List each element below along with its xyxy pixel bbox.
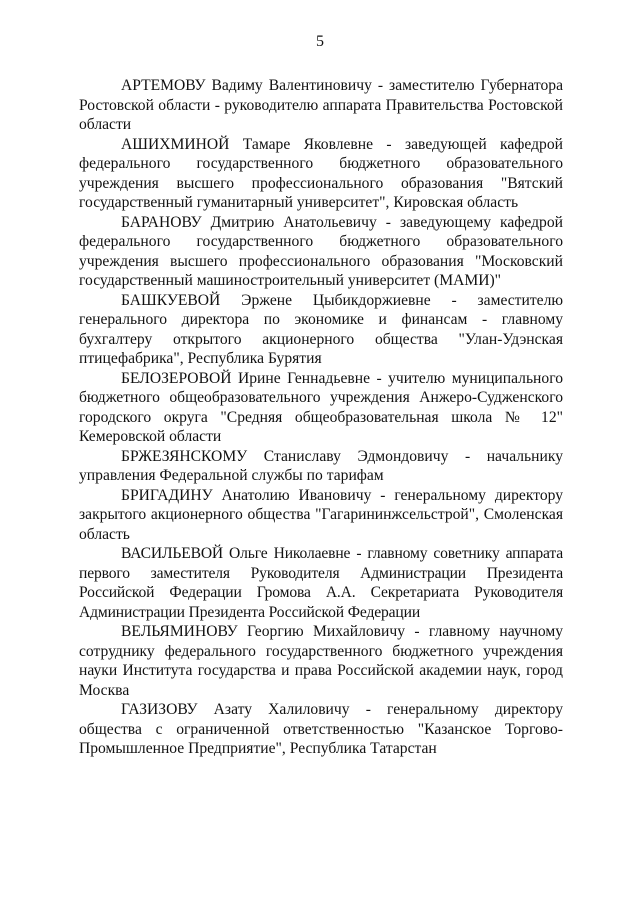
list-entry-baranov: БАРАНОВУ Дмитрию Анатольевичу - заведующему кафедрой федерального государственного бюджетного образовательного учреждения высшего профессионального образования "Московский государственный машиностроительный университет (МАМИ)" <box>79 213 563 289</box>
list-entry-velyaminov: ВЕЛЬЯМИНОВУ Георгию Михайловичу - главному научному сотруднику федерального государственного бюджетного учреждения науки Института государства и права Российской академии наук, город Москва <box>79 623 563 699</box>
list-entry-brzhezyansky: БРЖЕЗЯНСКОМУ Станиславу Эдмондовичу - начальнику управления Федеральной службы по тарифам <box>79 447 563 484</box>
award-list <box>79 76 563 759</box>
list-entry-gazizov: ГАЗИЗОВУ Азату Халиловичу - генеральному директору общества с ограниченной ответственностью "Казанское Торгово-Промышленное Предприятие", Республика Татарстан <box>79 701 563 757</box>
list-entry-bashkueva: БАШКУЕВОЙ Эржене Цыбикдоржиевне - заместителю генерального директора по экономике и финансам - главному бухгалтеру открытого акционерного общества "Улан-Удэнская птицефабрика", Республика Бурятия <box>79 291 563 367</box>
list-entry-artemov: АРТЕМОВУ Вадиму Валентиновичу - заместителю Губернатора Ростовской области - руководителю аппарата Правительства Ростовской области <box>79 77 563 133</box>
list-entry-vasilyeva: ВАСИЛЬЕВОЙ Ольге Николаевне - главному советнику аппарата первого заместителя Руководителя Администрации Президента Российской Федерации Громова А.А. Секретариата Руководителя Администрации Президента Российской Федерации <box>79 545 563 621</box>
list-entry-ashikhmina: АШИХМИНОЙ Тамаре Яковлевне - заведующей кафедрой федерального государственного бюджетного образовательного учреждения высшего профессионального образования "Вятский государственный гуманитарный университет", Кировская область <box>79 135 563 211</box>
page-number: 5 <box>316 33 324 50</box>
list-entry-belozerova: БЕЛОЗЕРОВОЙ Ирине Геннадьевне - учителю муниципального бюджетного общеобразовательного учреждения Анжеро-Судженского городского округа "Средняя общеобразовательная школа № 12" Кемеровской области <box>79 369 563 445</box>
list-entry-brigadin: БРИГАДИНУ Анатолию Ивановичу - генеральному директору закрытого акционерного общества "Гагарининжсельстрой", Смоленская область <box>79 486 563 543</box>
